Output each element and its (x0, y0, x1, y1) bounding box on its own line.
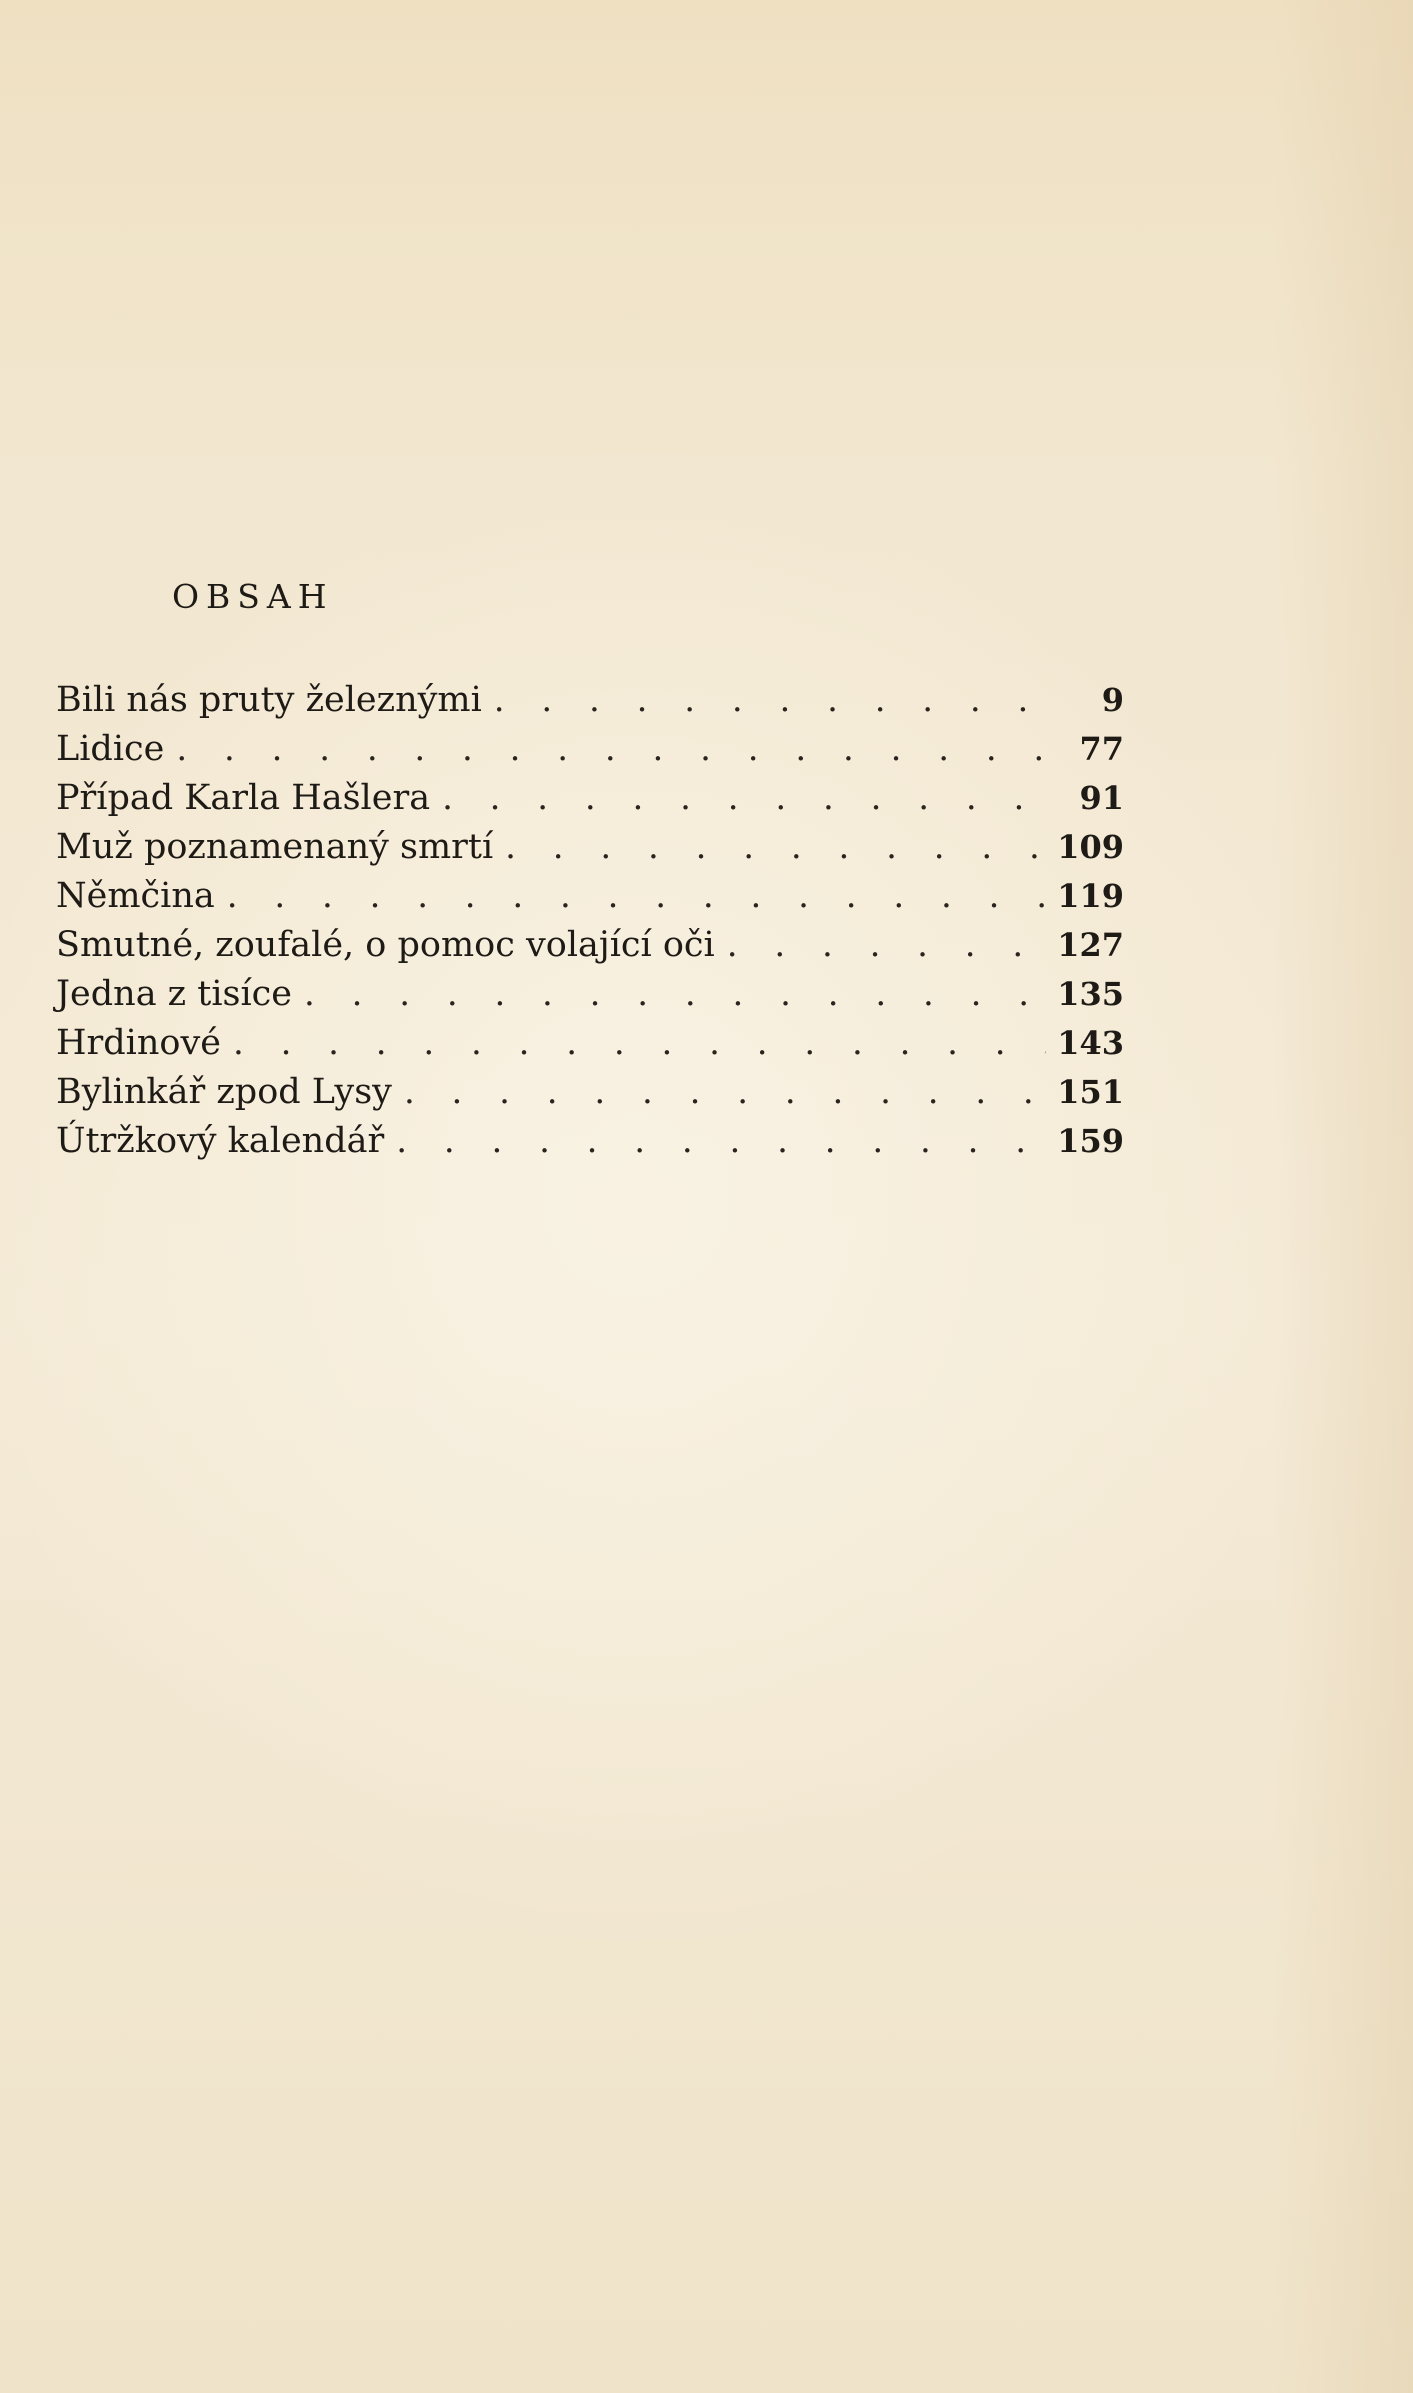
toc-dot-leader (505, 823, 1046, 872)
table-of-contents (56, 676, 1124, 1166)
toc-entry-title: Bylinkář zpod Lysy (56, 1072, 392, 1112)
toc-entry (56, 921, 1124, 970)
toc-entry-page: 135 (1057, 975, 1124, 1013)
toc-entry-page: 109 (1057, 828, 1124, 866)
toc-entry (56, 823, 1124, 872)
toc-entry-title: Případ Karla Hašlera (56, 778, 431, 818)
toc-entry (56, 1019, 1124, 1068)
toc-entry-page: 9 (1101, 681, 1124, 719)
toc-entry-page: 119 (1057, 877, 1124, 915)
toc-entry (56, 970, 1124, 1019)
toc-entry-page: 143 (1057, 1024, 1124, 1062)
page-edge-shade (1273, 0, 1413, 2393)
toc-entry (56, 725, 1124, 774)
toc-entry-title: Němčina (56, 876, 215, 916)
toc-entry-title: Lidice (56, 729, 165, 769)
toc-dot-leader (233, 1019, 1046, 1068)
toc-entry (56, 676, 1124, 725)
toc-entry-page: 77 (1079, 730, 1124, 768)
toc-entry-page: 159 (1057, 1122, 1124, 1160)
toc-entry-title: Hrdinové (56, 1023, 221, 1063)
toc-dot-leader (442, 774, 1046, 823)
toc-dot-leader (494, 676, 1046, 725)
toc-entry-title: Útržkový kalendář (56, 1121, 385, 1161)
toc-entry-page: 151 (1057, 1073, 1124, 1111)
toc-entry-title: Muž poznamenaný smrtí (56, 827, 494, 867)
toc-entry (56, 1117, 1124, 1166)
toc-entry (56, 1068, 1124, 1117)
toc-entry-page: 127 (1057, 926, 1124, 964)
toc-dot-leader (396, 1117, 1046, 1166)
page-title: OBSAH (172, 577, 334, 616)
toc-dot-leader (727, 921, 1046, 970)
toc-dot-leader (404, 1068, 1046, 1117)
toc-dot-leader (176, 725, 1046, 774)
toc-entry-title: Smutné, zoufalé, o pomoc volající oči (56, 925, 715, 965)
toc-entry-title: Jedna z tisíce (56, 974, 292, 1014)
toc-entry (56, 872, 1124, 921)
toc-dot-leader (227, 872, 1046, 921)
toc-entry-title: Bili nás pruty železnými (56, 680, 482, 720)
toc-dot-leader (304, 970, 1046, 1019)
toc-entry-page: 91 (1079, 779, 1124, 817)
toc-entry (56, 774, 1124, 823)
